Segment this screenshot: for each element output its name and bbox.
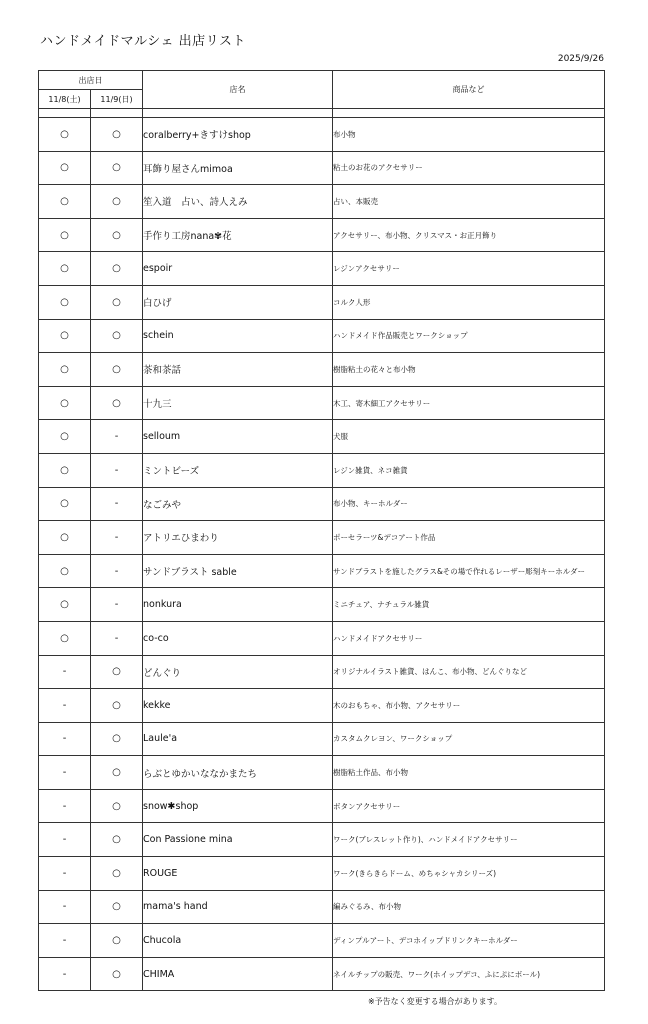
shop-name: coralberry+きすけshop xyxy=(143,118,333,152)
shop-name: 耳飾り屋さんmimoa xyxy=(143,151,333,185)
table-row xyxy=(39,924,605,958)
day1-mark: - xyxy=(39,655,91,689)
day2-mark: - xyxy=(91,588,143,622)
header-day1: 11/8(土) xyxy=(39,90,91,109)
day2-mark: ○ xyxy=(91,151,143,185)
page-title: ハンドメイドマルシェ 出店リスト xyxy=(40,34,246,49)
day2-mark: - xyxy=(91,487,143,521)
shop-name: アトリエひまわり xyxy=(143,521,333,555)
shop-goods: 木のおもちゃ、布小物、アクセサリー xyxy=(333,689,605,723)
day2-mark: ○ xyxy=(91,185,143,219)
day2-mark: ○ xyxy=(91,722,143,756)
day2-mark: - xyxy=(91,621,143,655)
shop-goods: オリジナルイラスト雑貨、はんこ、布小物、どんぐりなど xyxy=(333,655,605,689)
shop-name: ミントビーズ xyxy=(143,453,333,487)
shop-name: Chucola xyxy=(143,924,333,958)
shop-goods: ワーク(きらきらドーム、めちゃシャカシリーズ) xyxy=(333,857,605,891)
day1-mark: ○ xyxy=(39,453,91,487)
shop-name: espoir xyxy=(143,252,333,286)
day1-mark: ○ xyxy=(39,588,91,622)
day1-mark: ○ xyxy=(39,285,91,319)
header-shop: 店名 xyxy=(143,71,333,109)
shop-name: 笙入道 占い、詩人えみ xyxy=(143,185,333,219)
vendor-table xyxy=(38,70,605,991)
shop-name: snow✱shop xyxy=(143,789,333,823)
table-row xyxy=(39,554,605,588)
day1-mark: - xyxy=(39,957,91,991)
header-goods: 商品など xyxy=(333,71,605,109)
day1-mark: ○ xyxy=(39,185,91,219)
day1-mark: ○ xyxy=(39,554,91,588)
day1-mark: - xyxy=(39,924,91,958)
shop-goods: 布小物 xyxy=(333,118,605,152)
table-row xyxy=(39,621,605,655)
day1-mark: - xyxy=(39,756,91,790)
day1-mark: ○ xyxy=(39,319,91,353)
shop-goods: ハンドメイド作品販売とワークショップ xyxy=(333,319,605,353)
day1-mark: ○ xyxy=(39,353,91,387)
day1-mark: - xyxy=(39,823,91,857)
table-row xyxy=(39,689,605,723)
day1-mark: - xyxy=(39,857,91,891)
table-header xyxy=(39,71,605,118)
table-row xyxy=(39,386,605,420)
document-date: 2025/9/26 xyxy=(557,54,604,64)
day2-mark: ○ xyxy=(91,823,143,857)
shop-goods: サンドブラストを施したグラス&その場で作れるレーザー彫刻キーホルダー xyxy=(333,554,605,588)
day1-mark: - xyxy=(39,689,91,723)
shop-name: CHIMA xyxy=(143,957,333,991)
day2-mark: - xyxy=(91,554,143,588)
shop-goods: コルク人形 xyxy=(333,285,605,319)
day2-mark: ○ xyxy=(91,285,143,319)
shop-goods: 布小物、キーホルダー xyxy=(333,487,605,521)
day2-mark: ○ xyxy=(91,756,143,790)
day2-mark: ○ xyxy=(91,924,143,958)
shop-name: 白ひげ xyxy=(143,285,333,319)
day2-mark: ○ xyxy=(91,218,143,252)
shop-name: mama's hand xyxy=(143,890,333,924)
table-row xyxy=(39,957,605,991)
day2-mark: ○ xyxy=(91,353,143,387)
day2-mark: ○ xyxy=(91,890,143,924)
shop-name: なごみや xyxy=(143,487,333,521)
table-row xyxy=(39,252,605,286)
table-row xyxy=(39,285,605,319)
day2-mark: ○ xyxy=(91,319,143,353)
table-row xyxy=(39,857,605,891)
shop-name: 手作り工房nana✾花 xyxy=(143,218,333,252)
shop-name: らぶとゆかいななかまたち xyxy=(143,756,333,790)
table-row xyxy=(39,823,605,857)
table-row xyxy=(39,588,605,622)
day1-mark: ○ xyxy=(39,218,91,252)
shop-goods: ネイルチップの販売、ワーク(ホイップデコ、ふにぷにボール) xyxy=(333,957,605,991)
table-row xyxy=(39,655,605,689)
footnote: ※予告なく変更する場合があります。 xyxy=(367,997,502,1006)
shop-goods: 占い、本販売 xyxy=(333,185,605,219)
shop-name: サンドブラスト sable xyxy=(143,554,333,588)
shop-goods: アクセサリー、布小物、クリスマス・お正月飾り xyxy=(333,218,605,252)
day2-mark: - xyxy=(91,420,143,454)
day1-mark: ○ xyxy=(39,151,91,185)
day2-mark: ○ xyxy=(91,386,143,420)
table-row xyxy=(39,487,605,521)
day2-mark: ○ xyxy=(91,689,143,723)
table-row xyxy=(39,118,605,152)
shop-name: Laule'a xyxy=(143,722,333,756)
shop-name: co-co xyxy=(143,621,333,655)
shop-name: selloum xyxy=(143,420,333,454)
day2-mark: ○ xyxy=(91,957,143,991)
table-row xyxy=(39,789,605,823)
table-row xyxy=(39,319,605,353)
table-row xyxy=(39,151,605,185)
shop-goods: ハンドメイドアクセサリー xyxy=(333,621,605,655)
shop-goods: ディンプルアート、デコホイップドリンクキーホルダー xyxy=(333,924,605,958)
shop-name: ROUGE xyxy=(143,857,333,891)
shop-name: どんぐり xyxy=(143,655,333,689)
table-row xyxy=(39,521,605,555)
day2-mark: ○ xyxy=(91,655,143,689)
table-row xyxy=(39,353,605,387)
day1-mark: ○ xyxy=(39,386,91,420)
day1-mark: ○ xyxy=(39,521,91,555)
shop-goods: ポーセラーツ&デコアート作品 xyxy=(333,521,605,555)
shop-goods: レジンアクセサリー xyxy=(333,252,605,286)
day2-mark: ○ xyxy=(91,252,143,286)
shop-goods: ボタンアクセサリー xyxy=(333,789,605,823)
table-row xyxy=(39,453,605,487)
shop-goods: レジン雑貨、ネコ雑貨 xyxy=(333,453,605,487)
shop-goods: 編みぐるみ、布小物 xyxy=(333,890,605,924)
shop-name: 茶和茶話 xyxy=(143,353,333,387)
day1-mark: - xyxy=(39,789,91,823)
shop-goods: ミニチュア、ナチュラル雑貨 xyxy=(333,588,605,622)
shop-name: Con Passione mina xyxy=(143,823,333,857)
day1-mark: ○ xyxy=(39,420,91,454)
day2-mark: - xyxy=(91,453,143,487)
day1-mark: - xyxy=(39,722,91,756)
table-row xyxy=(39,218,605,252)
table-row xyxy=(39,185,605,219)
shop-name: schein xyxy=(143,319,333,353)
day1-mark: ○ xyxy=(39,487,91,521)
shop-goods: 粘土のお花のアクセサリー xyxy=(333,151,605,185)
day1-mark: ○ xyxy=(39,252,91,286)
shop-goods: ワーク(ブレスレット作り)、ハンドメイドアクセサリー xyxy=(333,823,605,857)
table-row xyxy=(39,756,605,790)
header-day2: 11/9(日) xyxy=(91,90,143,109)
table-row xyxy=(39,722,605,756)
day2-mark: ○ xyxy=(91,789,143,823)
day1-mark: ○ xyxy=(39,621,91,655)
header-dates-group: 出店日 xyxy=(39,71,143,90)
shop-goods: 樹脂粘土の花々と布小物 xyxy=(333,353,605,387)
table-row xyxy=(39,890,605,924)
shop-goods: 木工、寄木細工アクセサリー xyxy=(333,386,605,420)
day2-mark: - xyxy=(91,521,143,555)
day1-mark: - xyxy=(39,890,91,924)
day1-mark: ○ xyxy=(39,118,91,152)
shop-name: nonkura xyxy=(143,588,333,622)
shop-name: kekke xyxy=(143,689,333,723)
shop-goods: 犬服 xyxy=(333,420,605,454)
table-row xyxy=(39,420,605,454)
shop-goods: カスタムクレヨン、ワークショップ xyxy=(333,722,605,756)
day2-mark: ○ xyxy=(91,118,143,152)
shop-goods: 樹脂粘土作品、布小物 xyxy=(333,756,605,790)
day2-mark: ○ xyxy=(91,857,143,891)
table-body xyxy=(39,118,605,991)
shop-name: 十九三 xyxy=(143,386,333,420)
